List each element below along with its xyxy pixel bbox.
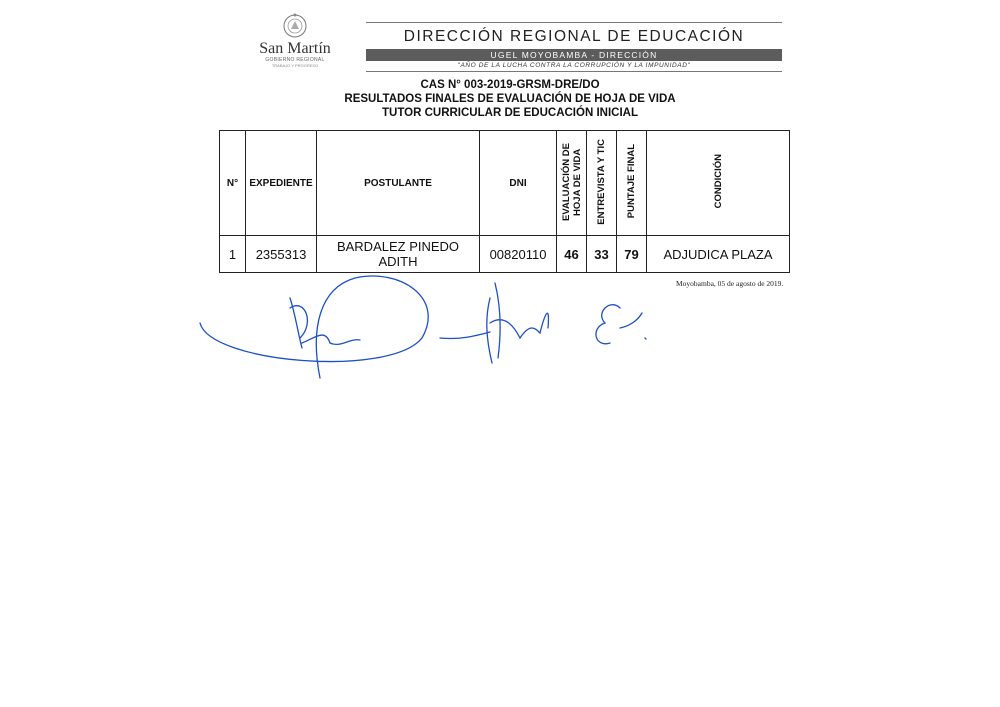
ugel-band: UGEL MOYOBAMBA - DIRECCIÓN <box>366 49 782 61</box>
signatures <box>190 268 670 388</box>
results-table <box>219 130 790 273</box>
date-line: Moyobamba, 05 de agosto de 2019. <box>676 279 784 288</box>
table-row <box>220 236 790 273</box>
cell-n: 1 <box>220 236 246 273</box>
cas-number: CAS N° 003-2019-GRSM-DRE/DO <box>420 79 600 91</box>
document-titles <box>300 78 720 120</box>
cell-entrevista: 33 <box>587 236 617 273</box>
cell-puntaje: 79 <box>617 236 647 273</box>
header-puntaje: PUNTAJE FINAL <box>626 144 637 219</box>
cell-evaluacion: 46 <box>557 236 587 273</box>
position-title: TUTOR CURRICULAR DE EDUCACIÓN INICIAL <box>382 107 638 119</box>
header-expediente: EXPEDIENTE <box>246 131 317 236</box>
logo-name: San Martín <box>259 40 331 57</box>
logo-tagline: TRABAJO Y PROGRESO <box>271 63 319 68</box>
institution-title: DIRECCIÓN REGIONAL DE EDUCACIÓN <box>366 22 782 48</box>
header-entrevista: ENTREVISTA Y TIC <box>596 138 607 225</box>
header-dni: DNI <box>480 131 557 236</box>
logo-subtitle: GOBIERNO REGIONAL <box>265 57 325 63</box>
signature-3 <box>596 305 646 344</box>
letterhead <box>366 22 782 72</box>
results-title: RESULTADOS FINALES DE EVALUACIÓN DE HOJA DE VIDA <box>344 93 676 105</box>
signature-1 <box>200 276 428 378</box>
signature-2 <box>440 283 548 363</box>
cell-condicion: ADJUDICA PLAZA <box>647 236 790 273</box>
header-postulante: POSTULANTE <box>317 131 480 236</box>
header-n: N° <box>220 131 246 236</box>
year-motto: "AÑO DE LA LUCHA CONTRA LA CORRUPCIÓN Y LA IMPUNIDAD" <box>366 61 782 72</box>
cell-dni: 00820110 <box>480 236 557 273</box>
cell-postulante: BARDALEZ PINEDO ADITH <box>317 236 480 273</box>
regional-seal-icon <box>282 12 308 40</box>
header-condicion: CONDICIÓN <box>712 154 724 209</box>
cell-expediente: 2355313 <box>246 236 317 273</box>
table-header-row <box>220 131 790 236</box>
san-martin-logo <box>252 12 338 74</box>
header-evaluacion: EVALUACIÓN DE HOJA DE VIDA <box>560 142 583 221</box>
